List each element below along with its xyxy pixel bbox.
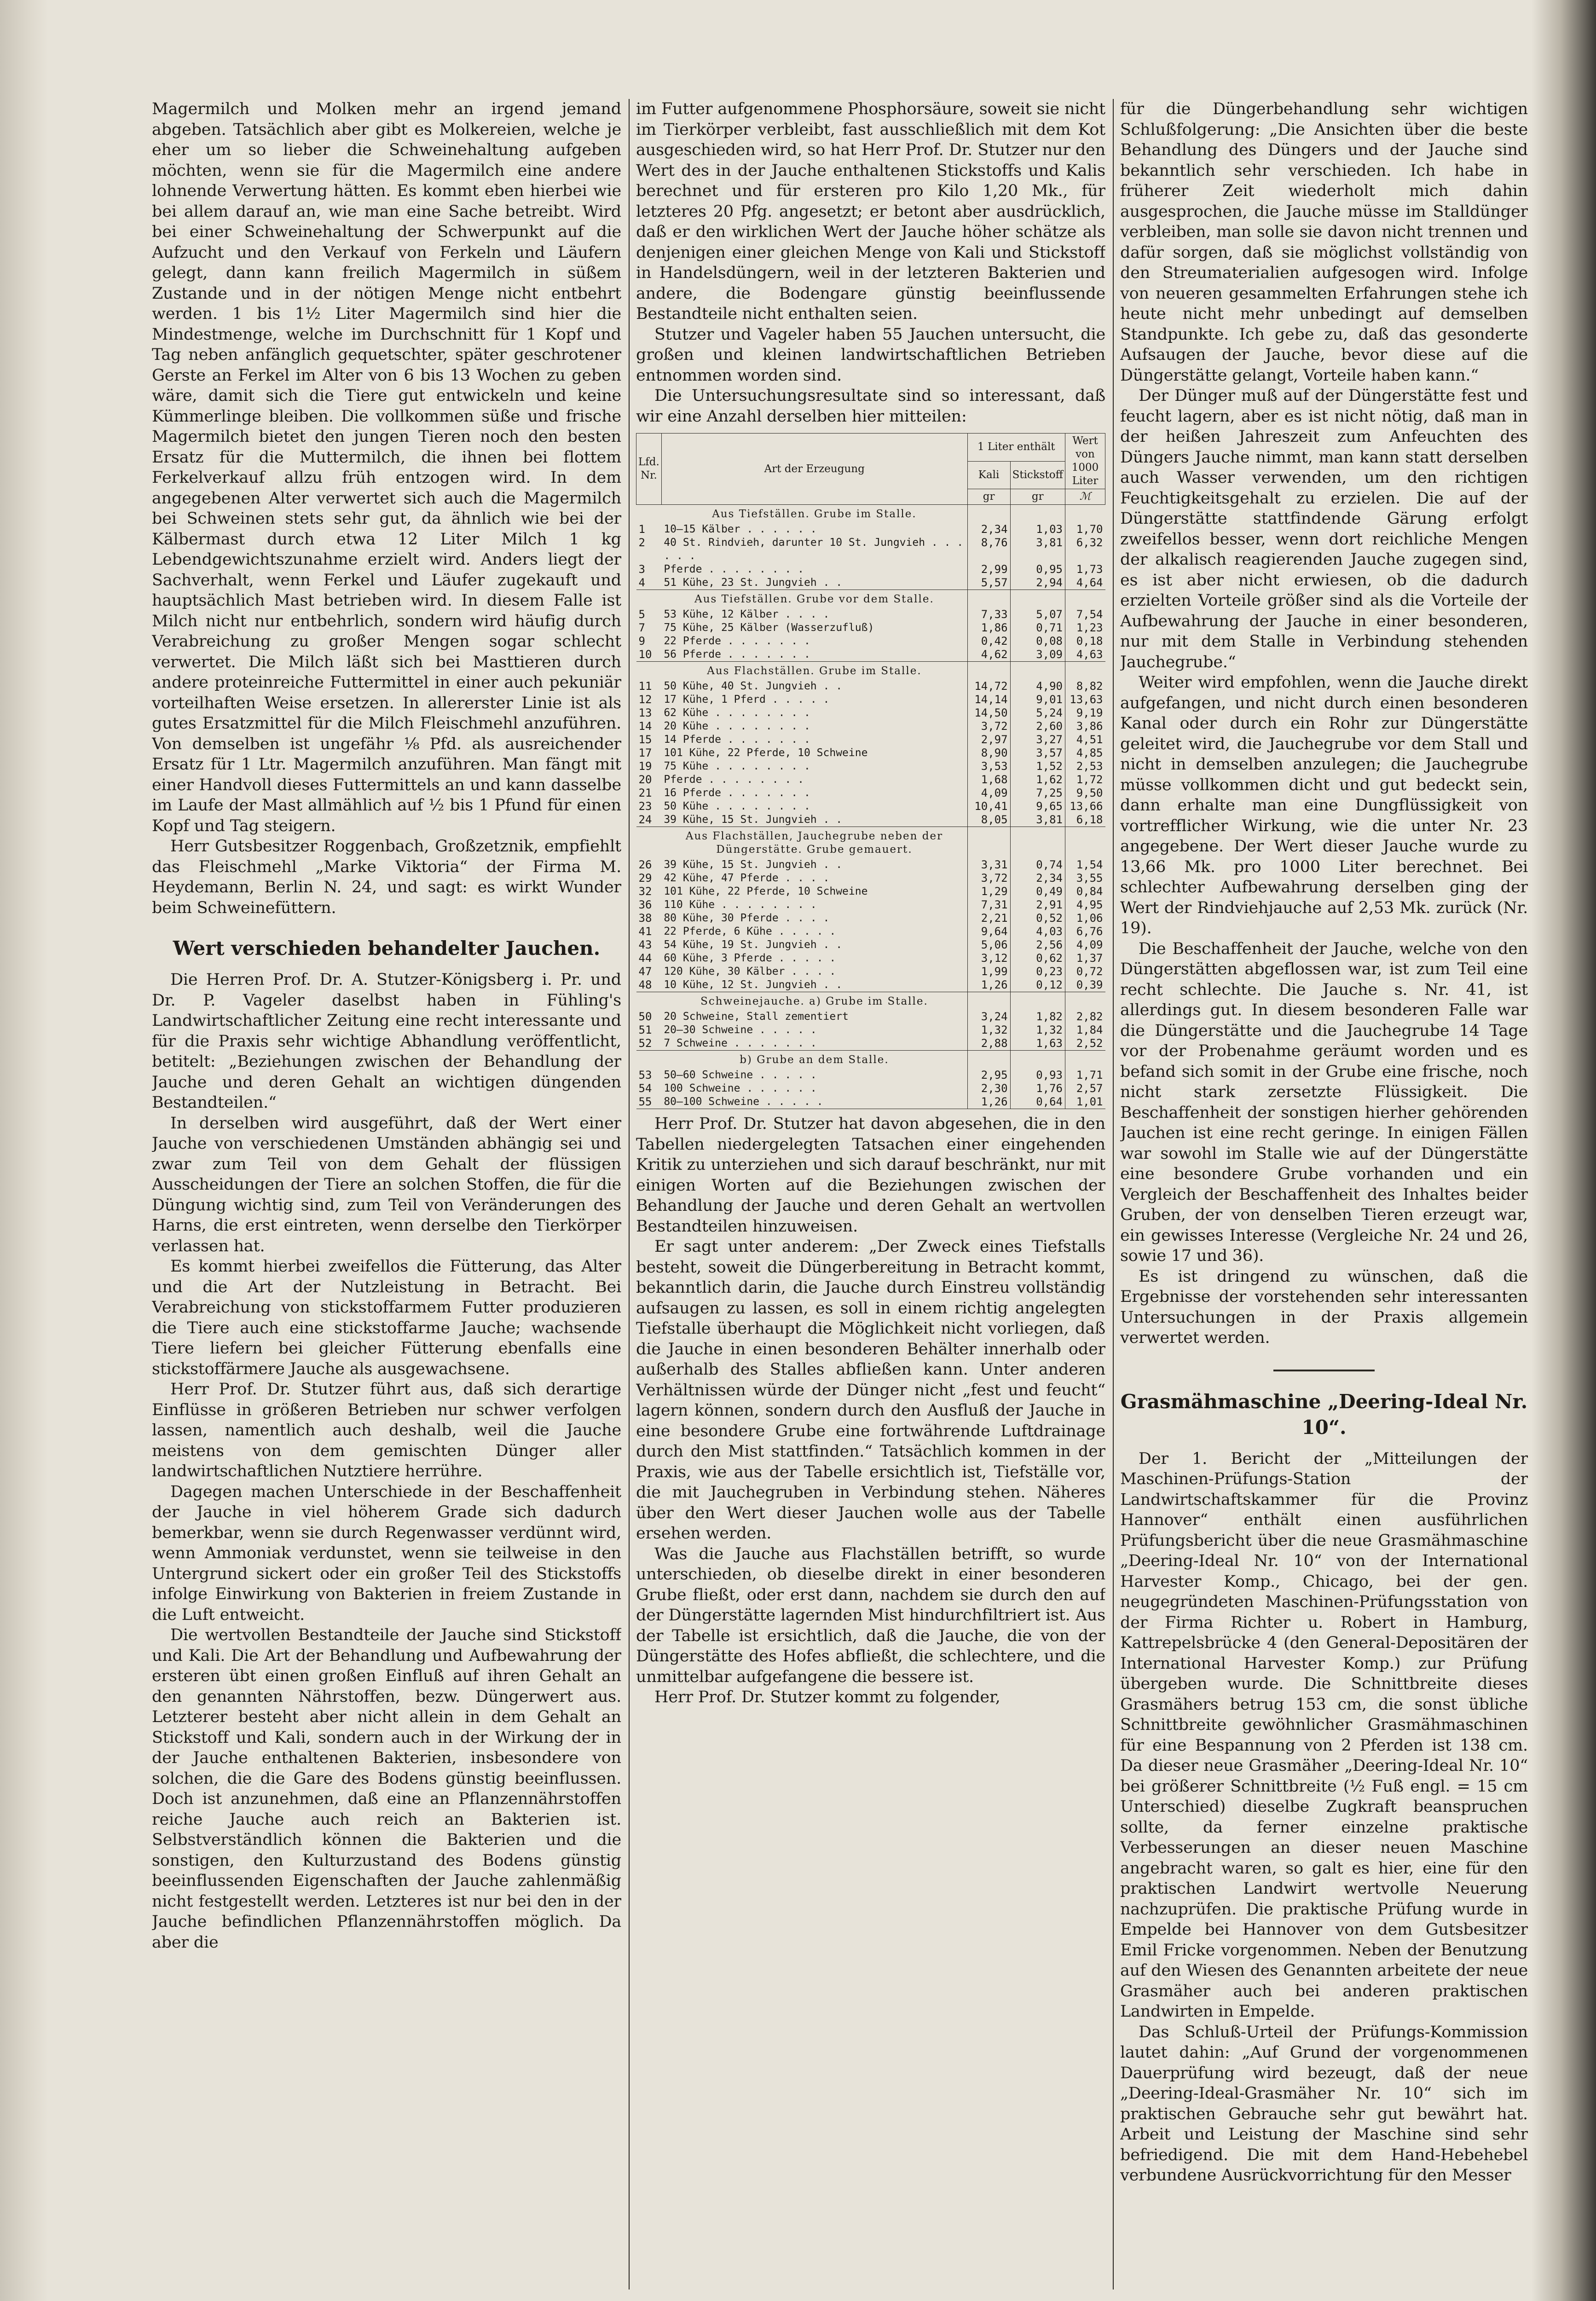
wert-value: 1,71 <box>1065 1069 1105 1082</box>
col-header-art: Art der Erzeugung <box>661 434 967 505</box>
paragraph: Dagegen machen Unterschiede in der Beschaffenheit der Jauche in viel höherem Grade sich dadurch bemerkbar, wenn sie durch Regenwasser verdünnt wird, wenn Ammoniak verdunstet, wenn sie teilweise in den Untergrund sickert oder ein großer Teil des Stickstoffs infolge Einwirkung von Bakterien in freiem Zustande in die Luft entweicht. <box>152 1482 621 1624</box>
kali-value: 1,86 <box>967 621 1010 635</box>
kali-value: 1,32 <box>967 1023 1010 1037</box>
row-number: 55 <box>638 1095 652 1108</box>
unit-mark: ℳ <box>1065 489 1105 505</box>
paragraph: Was die Jauche aus Flachställen betrifft, so wurde unterschieden, ob dieselbe direkt in einer besonderen Grube fließt, oder erst dann, nachdem sie durch den auf der Düngerstätte lagernden Mist hindurchfiltriert ist. Aus der Tabelle ist ersichtlich, daß die Jauche, die von der Düngerstätte des Hofes abfließt, die schlechtere, und die unmittelbar aufgefangene die bessere ist. <box>636 1544 1105 1686</box>
table-row <box>636 1010 1105 1023</box>
section-title-spacer <box>636 1051 662 1069</box>
row-number: 21 <box>638 786 652 799</box>
stickstoff-value: 2,56 <box>1010 938 1065 952</box>
table-row <box>636 800 1105 813</box>
kali-value: 2,99 <box>967 563 1010 576</box>
paragraph: In derselben wird ausgeführt, daß der Wert einer Jauche von verschiedenen Umständen abhängig sei und zwar zum Teil von dem Gehalt der flüssigen Ausscheidungen der Tiere an solchen Stoffen, die für die Düngung wichtig sind, zum Teil von Veränderungen des Harns, die erst eintreten, wenn derselbe den Tierkörper verlassen hat. <box>152 1114 621 1255</box>
stickstoff-value: 1,63 <box>1010 1037 1065 1051</box>
row-number: 19 <box>638 760 652 773</box>
stickstoff-value: 1,03 <box>1010 523 1065 536</box>
row-description: 75 Kühe . . . . . . . . <box>664 760 810 772</box>
column-2 <box>636 99 1105 2289</box>
table-section <box>636 992 1105 1051</box>
row-number: 43 <box>638 938 652 951</box>
row-description: 22 Pferde . . . . . . . <box>664 635 810 647</box>
stickstoff-value: 9,65 <box>1010 800 1065 813</box>
kali-value: 2,88 <box>967 1037 1010 1051</box>
row-number: 50 <box>638 1010 652 1023</box>
blank-cell <box>1010 992 1065 1011</box>
row-description: Pferde . . . . . . . . <box>664 774 804 786</box>
stickstoff-value: 0,23 <box>1010 965 1065 978</box>
row-description: 22 Pferde, 6 Kühe . . . . . <box>664 925 836 937</box>
kali-value: 3,12 <box>967 952 1010 965</box>
row-number: 9 <box>638 635 645 648</box>
col-header-kali: Kali <box>967 461 1010 489</box>
stickstoff-value: 3,27 <box>1010 733 1065 746</box>
stickstoff-value: 0,08 <box>1010 635 1065 648</box>
column-3 <box>1120 99 1528 2289</box>
unit-gr: gr <box>1010 489 1065 505</box>
table-row <box>636 938 1105 952</box>
column-rule <box>1113 99 1114 2289</box>
kali-value: 8,05 <box>967 813 1010 827</box>
row-number: 15 <box>638 733 652 746</box>
row-number: 2 <box>638 536 645 549</box>
table-row <box>636 733 1105 746</box>
row-number: 13 <box>638 706 652 719</box>
row-description: Pferde . . . . . . . . <box>664 563 804 575</box>
stickstoff-value: 5,07 <box>1010 608 1065 621</box>
paragraph: Magermilch und Molken mehr an irgend jemand abgeben. Tatsächlich aber gibt es Molkereien, welche je eher um so lieber die Schweinehaltung aufgeben möchten, wenn sie für die Magermilch eine andere lohnende Verwertung hätten. Es kommt eben hierbei wie bei allem darauf an, wie man eine Sache betreibt. Wird bei einer Schweinehaltung der Schwerpunkt auf die Aufzucht und den Verkauf von Ferkeln und Läufern gelegt, dann kann freilich Magermilch in süßem Zustande und in der nötigen Menge nicht entbehrt werden. 1 bis 1½ Liter Magermilch sind hier die Mindestmenge, welche im Durchschnitt für 1 Kopf und Tag neben anfänglich gequetschter, später geschrotener Gerste an Ferkel im Alter von 6 bis 13 Wochen zu geben wäre, damit sich die Tiere gut entwickeln und keine Kümmerlinge bleiben. Die vollkommen süße und frische Magermilch bietet den jungen Tieren noch den besten Ersatz für die Muttermilch, die ihnen bei flottem Ferkelverkauf allzu früh entzogen wird. In dem angegebenen Alter verwertet sich auch die Magermilch bei Schweinen stets sehr gut, da ähnlich wie bei der Kälbermast durch etwa 12 Liter Milch 1 kg Lebendgewichtszunahme erzielt wird. Anders liegt der Sachverhalt, wenn Ferkel und Läufer zugekauft und hauptsächlich Mast betrieben wird. In diesem Falle ist Milch nicht nur entbehrlich, sondern wird häufig durch Verabreichung zu großer Mengen sogar schlecht verwertet. Die Milch läßt sich bei Masttieren durch andere proteinreiche Futtermittel in einer auch pekuniär vorteilhaften Weise ersetzen. In allererster Linie ist als gutes Ersatzmittel für die Milch Fleischmehl anzuführen. Von demselben ist ungefähr ⅛ Pfd. als ausreichender Ersatz für 1 Ltr. Magermilch anzuführen. Man fängt mit einer Handvoll dieses Futtermittels an und kann dasselbe im Laufe der Mast allmählich auf ½ bis 1 Pfund für einen Kopf und Tag steigern. <box>152 100 621 835</box>
wert-value: 1,23 <box>1065 621 1105 635</box>
section-title-row <box>636 662 1105 680</box>
table-row <box>636 872 1105 885</box>
wert-value: 0,18 <box>1065 635 1105 648</box>
row-number: 52 <box>638 1037 652 1050</box>
stickstoff-value: 0,93 <box>1010 1069 1065 1082</box>
table-row <box>636 720 1105 733</box>
row-number: 1 <box>638 523 645 536</box>
row-description: 51 Kühe, 23 St. Jungvieh . . <box>664 577 843 589</box>
wert-value: 4,95 <box>1065 898 1105 912</box>
blank-cell <box>1065 827 1105 859</box>
kali-value: 1,68 <box>967 773 1010 786</box>
section-title: b) Grube an dem Stalle. <box>740 1054 889 1066</box>
blank-cell <box>967 827 1010 859</box>
blank-cell <box>967 1051 1010 1069</box>
row-number: 51 <box>638 1023 652 1036</box>
paragraph: Herr Prof. Dr. Stutzer führt aus, daß sich derartige Einflüsse in größeren Betrieben nur schwer verfolgen lassen, namentlich auch deshalb, weil die Jauche meistens von dem gemischten Dünger aller landwirtschaftlichen Nutztiere herrühre. <box>152 1380 621 1480</box>
stickstoff-value: 9,01 <box>1010 693 1065 706</box>
table-row <box>636 536 1105 563</box>
table-section <box>636 1051 1105 1109</box>
row-description: 39 Kühe, 15 St. Jungvieh . . <box>664 859 843 871</box>
table-row <box>636 1095 1105 1109</box>
paragraph: Die Untersuchungsresultate sind so interessant, daß wir eine Anzahl derselben hier mitteilen: <box>636 387 1105 426</box>
wert-value: 7,54 <box>1065 608 1105 621</box>
section-title: Schweinejauche. a) Grube im Stalle. <box>700 995 928 1007</box>
row-description: 101 Kühe, 22 Pferde, 10 Schweine <box>664 747 868 759</box>
section-title-spacer <box>636 827 662 859</box>
paragraph: im Futter aufgenommene Phosphorsäure, soweit sie nicht im Tierkörper verbleibt, fast ausschließlich mit dem Kot ausgeschieden wird, so hat Herr Prof. Dr. Stutzer nur den Wert des in der Jauche enthaltenen Stickstoffs und Kalis berechnet und für ersteren pro Kilo 1,20 Mk., für letzteres 20 Pfg. angesetzt; er betont aber ausdrücklich, daß er den wirklichen Wert der Jauche höher schätze als denjenigen einer gleichen Menge von Kali und Stickstoff in Handelsdüngern, weil in der letzteren Bakterien und andere, die Bodengare günstig beeinflussende Bestandteile nicht enthalten seien. <box>636 100 1105 323</box>
row-description: 7 Schweine . . . . . . . <box>664 1037 817 1049</box>
paragraph: für die Düngerbehandlung sehr wichtigen Schlußfolgerung: „Die Ansichten über die beste Behandlung des Düngers und der Jauche sind bekanntlich sehr verschieden. Ich habe in früherer Zeit wiederholt mich dahin ausgesprochen, die Jauche müsse im Stalldünger verbleiben, man solle sie davon nicht trennen und dafür sorgen, daß sie möglichst vollständig von den Streumaterialien aufgesogen wird. Infolge von neueren gesammelten Erfahrungen stehe ich heute nicht mehr unbedingt auf demselben Standpunkte. Ich gebe zu, daß das gesonderte Aufsaugen der Jauche, bevor diese auf die Düngerstätte gelangt, Vorteile haben kann.“ <box>1120 100 1528 385</box>
blank-cell <box>1065 590 1105 608</box>
row-number: 41 <box>638 925 652 938</box>
kali-value: 5,57 <box>967 576 1010 590</box>
row-number: 17 <box>638 746 652 759</box>
section-title: Aus Flachställen. Grube im Stalle. <box>707 665 922 677</box>
section-title-row <box>636 505 1105 523</box>
stickstoff-value: 3,81 <box>1010 536 1065 563</box>
row-number: 47 <box>638 965 652 978</box>
kali-value: 0,42 <box>967 635 1010 648</box>
stickstoff-value: 3,57 <box>1010 746 1065 760</box>
paragraph: Der 1. Bericht der „Mitteilungen der Maschinen-Prüfungs-Station der Landwirtschaftskammer für die Provinz Hannover“ enthält einen ausführlichen Prüfungsbericht über die neue Grasmähmaschine „Deering-Ideal Nr. 10“ von der International Harvester Komp., Chicago, bei der gen. neugegründeten Maschinen-Prüfungsstation von der Firma Richter u. Robert in Hamburg, Kattrepelsbrücke 4 (den General-Depositären der International Harvester Komp.) zur Prüfung übergeben wurde. Die Schnittbreite dieses Grasmähers betrug 153 cm, die sonst übliche Schnittbreite gewöhnlicher Grasmähmaschinen für eine Bespannung von 2 Pferden ist 138 cm. Da dieser neue Grasmäher „Deering-Ideal Nr. 10“ bei größerer Schnittbreite (½ Fuß engl. = 15 cm Unterschied) dieselbe Zugkraft beanspruchen sollte, da ferner einzelne praktische Verbesserungen an dieser neuen Maschine angebracht waren, so galt es hier, eine für den praktischen Landwirt wertvolle Neuerung nachzuprüfen. Die praktische Prüfung wurde in Empelde bei Hannover von dem Gutsbesitzer Emil Fricke vorgenommen. Neben der Benutzung auf den Wiesen des Genannten arbeitete der neue Grasmäher auch bei anderen praktischen Landwirten in Empelde. <box>1120 1449 1528 2021</box>
column-1 <box>152 99 621 2289</box>
wert-value: 13,63 <box>1065 693 1105 706</box>
section-title: Aus Flachställen, Jauchegrube neben der Düngerstätte. Grube gemauert. <box>685 830 943 856</box>
kali-value: 2,95 <box>967 1069 1010 1082</box>
row-description: 80—100 Schweine . . . . . <box>664 1096 823 1108</box>
row-number: 36 <box>638 898 652 911</box>
stickstoff-value: 2,94 <box>1010 576 1065 590</box>
blank-cell <box>1065 992 1105 1011</box>
wert-value: 2,53 <box>1065 760 1105 773</box>
wert-value: 1,01 <box>1065 1095 1105 1109</box>
blank-cell <box>1010 590 1065 608</box>
row-number: 3 <box>638 563 645 576</box>
kali-value: 1,26 <box>967 978 1010 992</box>
paragraph: Herr Prof. Dr. Stutzer kommt zu folgender, <box>654 1688 1000 1706</box>
blank-cell <box>1065 1051 1105 1069</box>
table-row <box>636 706 1105 720</box>
wert-value: 4,64 <box>1065 576 1105 590</box>
row-number: 10 <box>638 648 652 661</box>
unit-gr: gr <box>967 489 1010 505</box>
row-description: 50—60 Schweine . . . . . <box>664 1069 817 1081</box>
section-title: Aus Tiefställen. Grube vor dem Stalle. <box>694 593 934 605</box>
paragraph: Herr Prof. Dr. Stutzer hat davon abgesehen, die in den Tabellen niedergelegten Tatsachen einer eingehenden Kritik zu unterziehen und sich darauf beschränkt, nur mit einigen Worten auf die Beziehungen zwischen der Behandlung der Jauche und deren Gehalt an wertvollen Bestandteilen hinzuweisen. <box>636 1115 1105 1236</box>
kali-value: 3,31 <box>967 858 1010 872</box>
row-description: 10—15 Kälber . . . . . . <box>664 523 817 535</box>
stickstoff-value: 3,81 <box>1010 813 1065 827</box>
table-row <box>636 608 1105 621</box>
table-row <box>636 912 1105 925</box>
stickstoff-value: 0,12 <box>1010 978 1065 992</box>
blank-cell <box>1010 505 1065 523</box>
kali-value: 1,99 <box>967 965 1010 978</box>
stickstoff-value: 0,71 <box>1010 621 1065 635</box>
table-row <box>636 635 1105 648</box>
wert-value: 4,09 <box>1065 938 1105 952</box>
stickstoff-value: 2,91 <box>1010 898 1065 912</box>
wert-value: 1,84 <box>1065 1023 1105 1037</box>
kali-value: 5,06 <box>967 938 1010 952</box>
row-description: 53 Kühe, 12 Kälber . . . . <box>664 608 830 620</box>
table-row <box>636 746 1105 760</box>
stickstoff-value: 1,82 <box>1010 1010 1065 1023</box>
wert-value: 13,66 <box>1065 800 1105 813</box>
kali-value: 14,50 <box>967 706 1010 720</box>
row-description: 42 Kühe, 47 Pferde . . . . <box>664 872 830 884</box>
table-section <box>636 505 1105 590</box>
kali-value: 3,72 <box>967 720 1010 733</box>
col-header-wert: Wert von 1000 Liter <box>1065 434 1105 489</box>
row-number: 23 <box>638 800 652 813</box>
paragraph: Es kommt hierbei zweifellos die Fütterung, das Alter und die Art der Nutzleistung in Betracht. Bei Verabreichung von stickstoffarmem Futter produzieren die Tiere auch eine stickstoffarme Jauche; wachsende Tiere liefern bei gleicher Fütterung ebenfalls eine stickstoffärmere Jauche als ausgewachsene. <box>152 1257 621 1378</box>
stickstoff-value: 0,74 <box>1010 858 1065 872</box>
table-row <box>636 898 1105 912</box>
paragraph: Die Herren Prof. Dr. A. Stutzer-Königsberg i. Pr. und Dr. P. Vageler daselbst haben in Fühling's Landwirtschaftlicher Zeitung eine recht interessante und für die Praxis sehr wichtige Abhandlung veröffentlicht, betitelt: „Beziehungen zwischen der Behandlung der Jauche und deren Gehalt an wichtigen düngenden Bestandteilen.“ <box>152 971 621 1112</box>
table-row <box>636 523 1105 536</box>
table-section <box>636 590 1105 662</box>
paragraph: Der Dünger muß auf der Düngerstätte fest und feucht lagern, aber es ist nicht nötig, daß man in der heißen Jahreszeit zum Anfeuchten des Düngers Jauche nimmt, man kann statt derselben auch Wasser verwenden, um den richtigen Feuchtigkeitsgehalt zu erzielen. Die auf der Düngerstätte stattfindende Gärung erfolgt zweifellos besser, wenn dort reichliche Mengen der alkalisch reagierenden Jauche zugegen sind, es ist aber nicht erwiesen, ob die dadurch erzielten Vorteile größer sind als die Vorteile der Aufbewahrung der Jauche in einer besonderen, nur mit dem Stalle in Verbindung stehenden Jauchegrube.“ <box>1120 387 1528 671</box>
kali-value: 8,90 <box>967 746 1010 760</box>
table-row <box>636 1082 1105 1095</box>
table-row <box>636 621 1105 635</box>
wert-value: 1,72 <box>1065 773 1105 786</box>
paragraph: Herr Gutsbesitzer Roggenbach, Großzetznik, empfiehlt das Fleischmehl „Marke Viktoria“ der Firma M. Heydemann, Berlin N. 24, und sagt: es wirkt Wunder beim Schweinefüttern. <box>152 837 621 917</box>
kali-value: 2,30 <box>967 1082 1010 1095</box>
row-description: 120 Kühe, 30 Kälber . . . . <box>664 965 836 977</box>
stickstoff-value: 5,24 <box>1010 706 1065 720</box>
section-title-row <box>636 992 1105 1011</box>
kali-value: 3,72 <box>967 872 1010 885</box>
paragraph: Es ist dringend zu wünschen, daß die Ergebnisse der vorstehenden sehr interessanten Untersuchungen in der Praxis allgemein verwertet werden. <box>1120 1267 1528 1347</box>
stickstoff-value: 0,62 <box>1010 952 1065 965</box>
paragraph: Weiter wird empfohlen, wenn die Jauche direkt aufgefangen, und nicht durch einen besonderen Kanal oder durch ein Rohr zur Düngerstätte geleitet wird, die Jauchegrube vor dem Stall und nicht in demselben anzulegen; die Jauchegrube müsse vollkommen dicht und gut bedeckt sein, dann erhalte man eine Dungflüssigkeit von vortrefflicher Wirkung, wie die unter Nr. 23 angegebene. Der Wert dieser Jauche wurde zu 13,66 Mk. pro 1000 Liter berechnet. Bei schlechter Aufbewahrung derselben ging der Wert der Rindviehjauche auf 2,53 Mk. zurück (Nr. 19). <box>1120 673 1528 937</box>
section-title-row <box>636 827 1105 859</box>
row-description: 50 Kühe . . . . . . . . <box>664 800 810 812</box>
section-title-row <box>636 590 1105 608</box>
row-number: 44 <box>638 952 652 965</box>
row-description: 100 Schweine . . . . . . <box>664 1082 817 1094</box>
table-row <box>636 1023 1105 1037</box>
row-number: 48 <box>638 978 652 991</box>
row-description: 10 Kühe, 12 St. Jungvieh . . <box>664 979 843 991</box>
stickstoff-value: 0,64 <box>1010 1095 1065 1109</box>
scan-binding-shadow <box>1532 0 1596 2301</box>
kali-value: 7,33 <box>967 608 1010 621</box>
row-number: 29 <box>638 872 652 885</box>
paragraph: Er sagt unter anderem: „Der Zweck eines Tiefstalls besteht, soweit die Düngerbereitung in Betracht kommt, bekanntlich darin, die Jauche durch Einstreu vollständig aufsaugen zu lassen, es soll in einem richtig angelegten Tiefstalle überhaupt die Möglichkeit nicht vorliegen, daß die Jauche in einen besonderen Behälter innerhalb oder außerhalb des Stalles abfließen kann. Unter anderen Verhältnissen würde der Dünger nicht „fest und feucht“ lagern können, sondern durch den Ausfluß der Jauche in eine besondere Grube eine fortwährende Luftdrainage durch den Mist stattfinden.“ Tatsächlich kommen in der Praxis, wie aus der Tabelle ersichtlich ist, Tiefställe vor, die mit Jauchegruben in Verbindung stehen. Näheres über den Wert dieser Jauchen wolle aus der Tabelle ersehen werden. <box>636 1237 1105 1543</box>
row-description: 39 Kühe, 15 St. Jungvieh . . <box>664 814 843 826</box>
kali-value: 14,72 <box>967 680 1010 693</box>
stickstoff-value: 1,76 <box>1010 1082 1065 1095</box>
row-number: 24 <box>638 813 652 826</box>
kali-value: 10,41 <box>967 800 1010 813</box>
kali-value: 1,26 <box>967 1095 1010 1109</box>
row-description: 75 Kühe, 25 Kälber (Wasserzufluß) <box>664 622 874 634</box>
row-description: 17 Kühe, 1 Pferd . . . . . <box>664 694 830 705</box>
blank-cell <box>1010 1051 1065 1069</box>
newspaper-page <box>152 99 1528 2289</box>
kali-value: 9,64 <box>967 925 1010 938</box>
section-title-spacer <box>636 662 662 680</box>
kali-value: 7,31 <box>967 898 1010 912</box>
table-row <box>636 952 1105 965</box>
col-header-nr: Lfd. Nr. <box>636 434 662 505</box>
row-description: 20—30 Schweine . . . . . <box>664 1024 817 1036</box>
row-number: 14 <box>638 720 652 733</box>
wert-value: 1,37 <box>1065 952 1105 965</box>
stickstoff-value: 0,52 <box>1010 912 1065 925</box>
row-description: 20 Kühe . . . . . . . . <box>664 720 810 732</box>
wert-value: 9,50 <box>1065 786 1105 800</box>
blank-cell <box>1010 827 1065 859</box>
row-description: 56 Pferde . . . . . . . <box>664 648 810 660</box>
blank-cell <box>1010 662 1065 680</box>
paragraph: Die Beschaffenheit der Jauche, welche von den Düngerstätten abgeflossen war, ist zum Teil eine recht schlechte. Die Jauche s. Nr. 41, ist allerdings gut. In diesem besonderen Falle war die Düngerstätte und die Jauchegrube 14 Tage vor der Probenahme geräumt worden und es befand sich somit in der Grube eine frische, noch nicht stark zersetzte Flüssigkeit. Die Beschaffenheit der sonstigen hierher gehörenden Jauchen ist eine recht geringe. In einigen Fällen war sowohl im Stalle wie auf der Düngerstätte eine besondere Grube vorhanden und ein Vergleich der Beschaffenheit des Inhaltes beider Gruben, der von denselben Tieren erzeugt war, ein gewisses Interesse (Vergleiche Nr. 24 und 26, sowie 17 und 36). <box>1120 939 1528 1265</box>
table-row <box>636 885 1105 898</box>
kali-value: 4,09 <box>967 786 1010 800</box>
article-heading: Grasmähmaschine „Deering-Ideal Nr. 10“. <box>1120 1390 1528 1439</box>
row-description: 101 Kühe, 22 Pferde, 10 Schweine <box>664 885 868 897</box>
wert-value: 1,73 <box>1065 563 1105 576</box>
row-description: 60 Kühe, 3 Pferde . . . . . <box>664 952 836 964</box>
wert-value: 0,84 <box>1065 885 1105 898</box>
row-number: 7 <box>638 621 645 634</box>
row-number: 12 <box>638 693 652 706</box>
section-title-row <box>636 1051 1105 1069</box>
section-title-spacer <box>636 992 662 1011</box>
table-row <box>636 978 1105 992</box>
table-row <box>636 773 1105 786</box>
table-row <box>636 786 1105 800</box>
wert-value: 4,51 <box>1065 733 1105 746</box>
row-description: 54 Kühe, 19 St. Jungvieh . . <box>664 939 843 951</box>
section-title: Aus Tiefställen. Grube im Stalle. <box>712 508 917 520</box>
scan-left-margin <box>0 0 48 2301</box>
results-table <box>636 433 1105 1109</box>
paragraph: Das Schluß-Urteil der Prüfungs-Kommission lautet dahin: „Auf Grund der vorgenommenen Dauerprüfung wird bezeugt, daß der neue „Deering-Ideal-Grasmäher Nr. 10“ sich im praktischen Gebrauche sehr gut bewährt hat. Arbeit und Leistung der Maschine sind sehr befriedigend. Die mit dem Hand-Hebehebel verbundene Ausrückvorrichtung für den Messer <box>1120 2023 1528 2185</box>
row-description: 20 Schweine, Stall zementiert <box>664 1011 849 1023</box>
stickstoff-value: 4,90 <box>1010 680 1065 693</box>
row-description: 16 Pferde . . . . . . . <box>664 787 810 799</box>
row-number: 4 <box>638 576 645 589</box>
table-row <box>636 858 1105 872</box>
blank-cell <box>967 992 1010 1011</box>
blank-cell <box>967 662 1010 680</box>
row-description: 62 Kühe . . . . . . . . <box>664 707 810 719</box>
wert-value: 4,85 <box>1065 746 1105 760</box>
table-row <box>636 1037 1105 1051</box>
wert-value: 2,57 <box>1065 1082 1105 1095</box>
kali-value: 2,21 <box>967 912 1010 925</box>
blank-cell <box>967 590 1010 608</box>
row-description: 80 Kühe, 30 Pferde . . . . <box>664 912 830 924</box>
stickstoff-value: 2,34 <box>1010 872 1065 885</box>
column-rule <box>629 99 630 2289</box>
col-header-stickstoff: Stickstoff <box>1010 461 1065 489</box>
row-number: 53 <box>638 1069 652 1081</box>
wert-value: 3,55 <box>1065 872 1105 885</box>
table-row <box>636 813 1105 827</box>
paragraph: Die wertvollen Bestandteile der Jauche sind Stickstoff und Kali. Die Art der Behandlung und Aufbewahrung der ersteren übt einen großen Einfluß auf ihren Gehalt an den genannten Nährstoffen, bezw. Düngerwert aus. Letzterer besteht aber nicht allein in dem Gehalt an Stickstoff und Kali, sondern auch in der Wirkung der in der Jauche enthaltenen Bakterien, insbesondere von solchen, die die Gare des Bodens günstig beeinflussen. Doch ist anzunehmen, daß eine an Pflanzennährstoffen reiche Jauche auch reich an Bakterien ist. Selbstverständlich können die Bakterien und die sonstigen, den Kulturzustand des Bodens günstig beeinflussenden Eigenschaften der Jauche zahlenmäßig nicht festgestellt werden. Letzteres ist nur bei den in der Jauche befindlichen Pflanzennährstoffen möglich. Da aber die <box>152 1626 621 1952</box>
table-section <box>636 827 1105 992</box>
table-row <box>636 1069 1105 1082</box>
table-row <box>636 965 1105 978</box>
table-row <box>636 760 1105 773</box>
wert-value: 6,76 <box>1065 925 1105 938</box>
wert-value: 0,39 <box>1065 978 1105 992</box>
section-title-spacer <box>636 505 662 523</box>
article-heading: Wert verschieden behandelter Jauchen. <box>173 937 601 960</box>
wert-value: 6,32 <box>1065 536 1105 563</box>
section-separator <box>1273 1370 1375 1371</box>
stickstoff-value: 4,03 <box>1010 925 1065 938</box>
stickstoff-value: 0,49 <box>1010 885 1065 898</box>
blank-cell <box>1065 505 1105 523</box>
row-description: 50 Kühe, 40 St. Jungvieh . . <box>664 680 843 692</box>
kali-value: 4,62 <box>967 648 1010 662</box>
row-description: 40 St. Rindvieh, darunter 10 St. Jungvieh . . . . . . <box>664 537 964 562</box>
table-section <box>636 662 1105 827</box>
table-row <box>636 648 1105 662</box>
stickstoff-value: 1,62 <box>1010 773 1065 786</box>
row-number: 11 <box>638 680 652 693</box>
table-row <box>636 576 1105 590</box>
section-title-spacer <box>636 590 662 608</box>
stickstoff-value: 1,32 <box>1010 1023 1065 1037</box>
kali-value: 2,34 <box>967 523 1010 536</box>
wert-value: 4,63 <box>1065 648 1105 662</box>
table-row <box>636 925 1105 938</box>
wert-value: 0,72 <box>1065 965 1105 978</box>
table-row <box>636 680 1105 693</box>
wert-value: 9,19 <box>1065 706 1105 720</box>
wert-value: 1,54 <box>1065 858 1105 872</box>
wert-value: 1,70 <box>1065 523 1105 536</box>
paragraph: Stutzer und Vageler haben 55 Jauchen untersucht, die großen und kleinen landwirtschaftlichen Betrieben entnommen worden sind. <box>636 325 1105 385</box>
row-number: 32 <box>638 885 652 898</box>
row-description: 110 Kühe . . . . . . . . <box>664 899 817 911</box>
stickstoff-value: 3,09 <box>1010 648 1065 662</box>
wert-value: 1,06 <box>1065 912 1105 925</box>
row-number: 38 <box>638 912 652 925</box>
stickstoff-value: 1,52 <box>1010 760 1065 773</box>
kali-value: 2,97 <box>967 733 1010 746</box>
kali-value: 3,53 <box>967 760 1010 773</box>
kali-value: 8,76 <box>967 536 1010 563</box>
stickstoff-value: 2,60 <box>1010 720 1065 733</box>
stickstoff-value: 0,95 <box>1010 563 1065 576</box>
wert-value: 3,86 <box>1065 720 1105 733</box>
row-description: 14 Pferde . . . . . . . <box>664 734 810 746</box>
row-number: 20 <box>638 773 652 786</box>
kali-value: 14,14 <box>967 693 1010 706</box>
kali-value: 1,29 <box>967 885 1010 898</box>
blank-cell <box>1065 662 1105 680</box>
table-row <box>636 693 1105 706</box>
kali-value: 3,24 <box>967 1010 1010 1023</box>
row-number: 5 <box>638 608 645 621</box>
wert-value: 6,18 <box>1065 813 1105 827</box>
row-number: 26 <box>638 858 652 871</box>
col-header-liter: 1 Liter enthält <box>967 434 1065 462</box>
table-row <box>636 563 1105 576</box>
wert-value: 2,82 <box>1065 1010 1105 1023</box>
stickstoff-value: 7,25 <box>1010 786 1065 800</box>
blank-cell <box>967 505 1010 523</box>
row-number: 54 <box>638 1082 652 1095</box>
wert-value: 8,82 <box>1065 680 1105 693</box>
wert-value: 2,52 <box>1065 1037 1105 1051</box>
